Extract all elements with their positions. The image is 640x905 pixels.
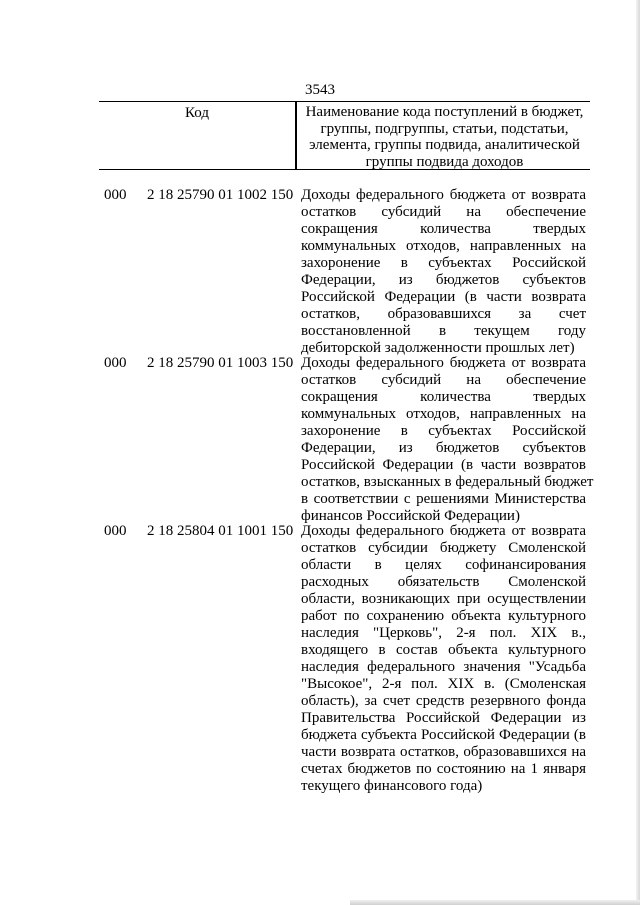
row-description bbox=[301, 187, 586, 357]
description-line: остатков субсидий на обеспечение bbox=[301, 372, 586, 388]
description-line: расходных обязательств Смоленской bbox=[301, 574, 586, 590]
description-line: захоронение в субъектах Российской bbox=[301, 255, 586, 271]
description-line: остатков субсидий на обеспечение bbox=[301, 204, 586, 220]
description-line: остатков, образовавшихся за счет bbox=[301, 306, 586, 322]
page-number: 3543 bbox=[305, 82, 335, 98]
description-line: Российской Федерации (в части возвратов bbox=[301, 457, 586, 473]
description-line: наследия "Церковь", 2-я пол. XIX в., bbox=[301, 625, 586, 641]
header-divider bbox=[295, 102, 297, 169]
description-line: части возврата остатков, образовавшихся на bbox=[301, 744, 586, 760]
description-line: коммунальных отходов, направленных на bbox=[301, 238, 586, 254]
description-line: Доходы федерального бюджета от возврата bbox=[301, 355, 586, 371]
row-income-code: 2 18 25790 01 1003 150 bbox=[147, 355, 294, 371]
description-line: счетах бюджетов по состоянию на 1 января bbox=[301, 761, 586, 777]
description-line: работ по сохранению объекта культурного bbox=[301, 608, 586, 624]
description-line: Доходы федерального бюджета от возврата bbox=[301, 523, 586, 539]
description-line: Федерации, из бюджетов субъектов bbox=[301, 440, 586, 456]
description-line: наследия федерального значения "Усадьба bbox=[301, 659, 586, 675]
description-line: области в целях софинансирования bbox=[301, 557, 586, 573]
header-name-label: Наименование кода поступлений в бюджет, группы, подгруппы, статьи, подстатьи, элемента, группы подвида, аналитической группы подвида доходов bbox=[305, 104, 584, 170]
row-description bbox=[301, 355, 594, 525]
header-code-label: Код bbox=[185, 105, 209, 121]
description-line: сокращения количества твердых bbox=[301, 221, 586, 237]
scan-edge-shadow bbox=[636, 0, 640, 905]
description-line: сокращения количества твердых bbox=[301, 389, 586, 405]
description-line: коммунальных отходов, направленных на bbox=[301, 406, 586, 422]
table-header bbox=[99, 101, 590, 170]
scan-bottom-shadow bbox=[350, 900, 640, 905]
description-line: область), за счет средств резервного фонда bbox=[301, 693, 586, 709]
row-admin-code: 000 bbox=[104, 187, 127, 203]
description-line: восстановленной в текущем году bbox=[301, 323, 586, 339]
description-line: Доходы федерального бюджета от возврата bbox=[301, 187, 586, 203]
row-description bbox=[301, 523, 586, 795]
description-line: Федерации, из бюджетов субъектов bbox=[301, 272, 586, 288]
row-income-code: 2 18 25804 01 1001 150 bbox=[147, 523, 294, 539]
description-line: в соответствии с решениями Министерства bbox=[301, 491, 586, 507]
description-line: "Высокое", 2-я пол. XIX в. (Смоленская bbox=[301, 676, 586, 692]
description-line: Российской Федерации (в части возврата bbox=[301, 289, 586, 305]
description-line: остатков субсидии бюджету Смоленской bbox=[301, 540, 586, 556]
description-line: текущего финансового года) bbox=[301, 778, 483, 794]
description-line: остатков, взысканных в федеральный бюджет bbox=[301, 474, 594, 490]
description-line: финансов Российской Федерации) bbox=[301, 508, 520, 524]
description-line: области, возникающих при осуществлении bbox=[301, 591, 586, 607]
description-line: захоронение в субъектах Российской bbox=[301, 423, 586, 439]
row-admin-code: 000 bbox=[104, 355, 127, 371]
description-line: бюджета субъекта Российской Федерации (в bbox=[301, 727, 586, 743]
row-income-code: 2 18 25790 01 1002 150 bbox=[147, 187, 294, 203]
description-line: входящего в состав объекта культурного bbox=[301, 642, 586, 658]
description-line: дебиторской задолженности прошлых лет) bbox=[301, 340, 575, 356]
row-admin-code: 000 bbox=[104, 523, 127, 539]
description-line: Правительства Российской Федерации из bbox=[301, 710, 586, 726]
